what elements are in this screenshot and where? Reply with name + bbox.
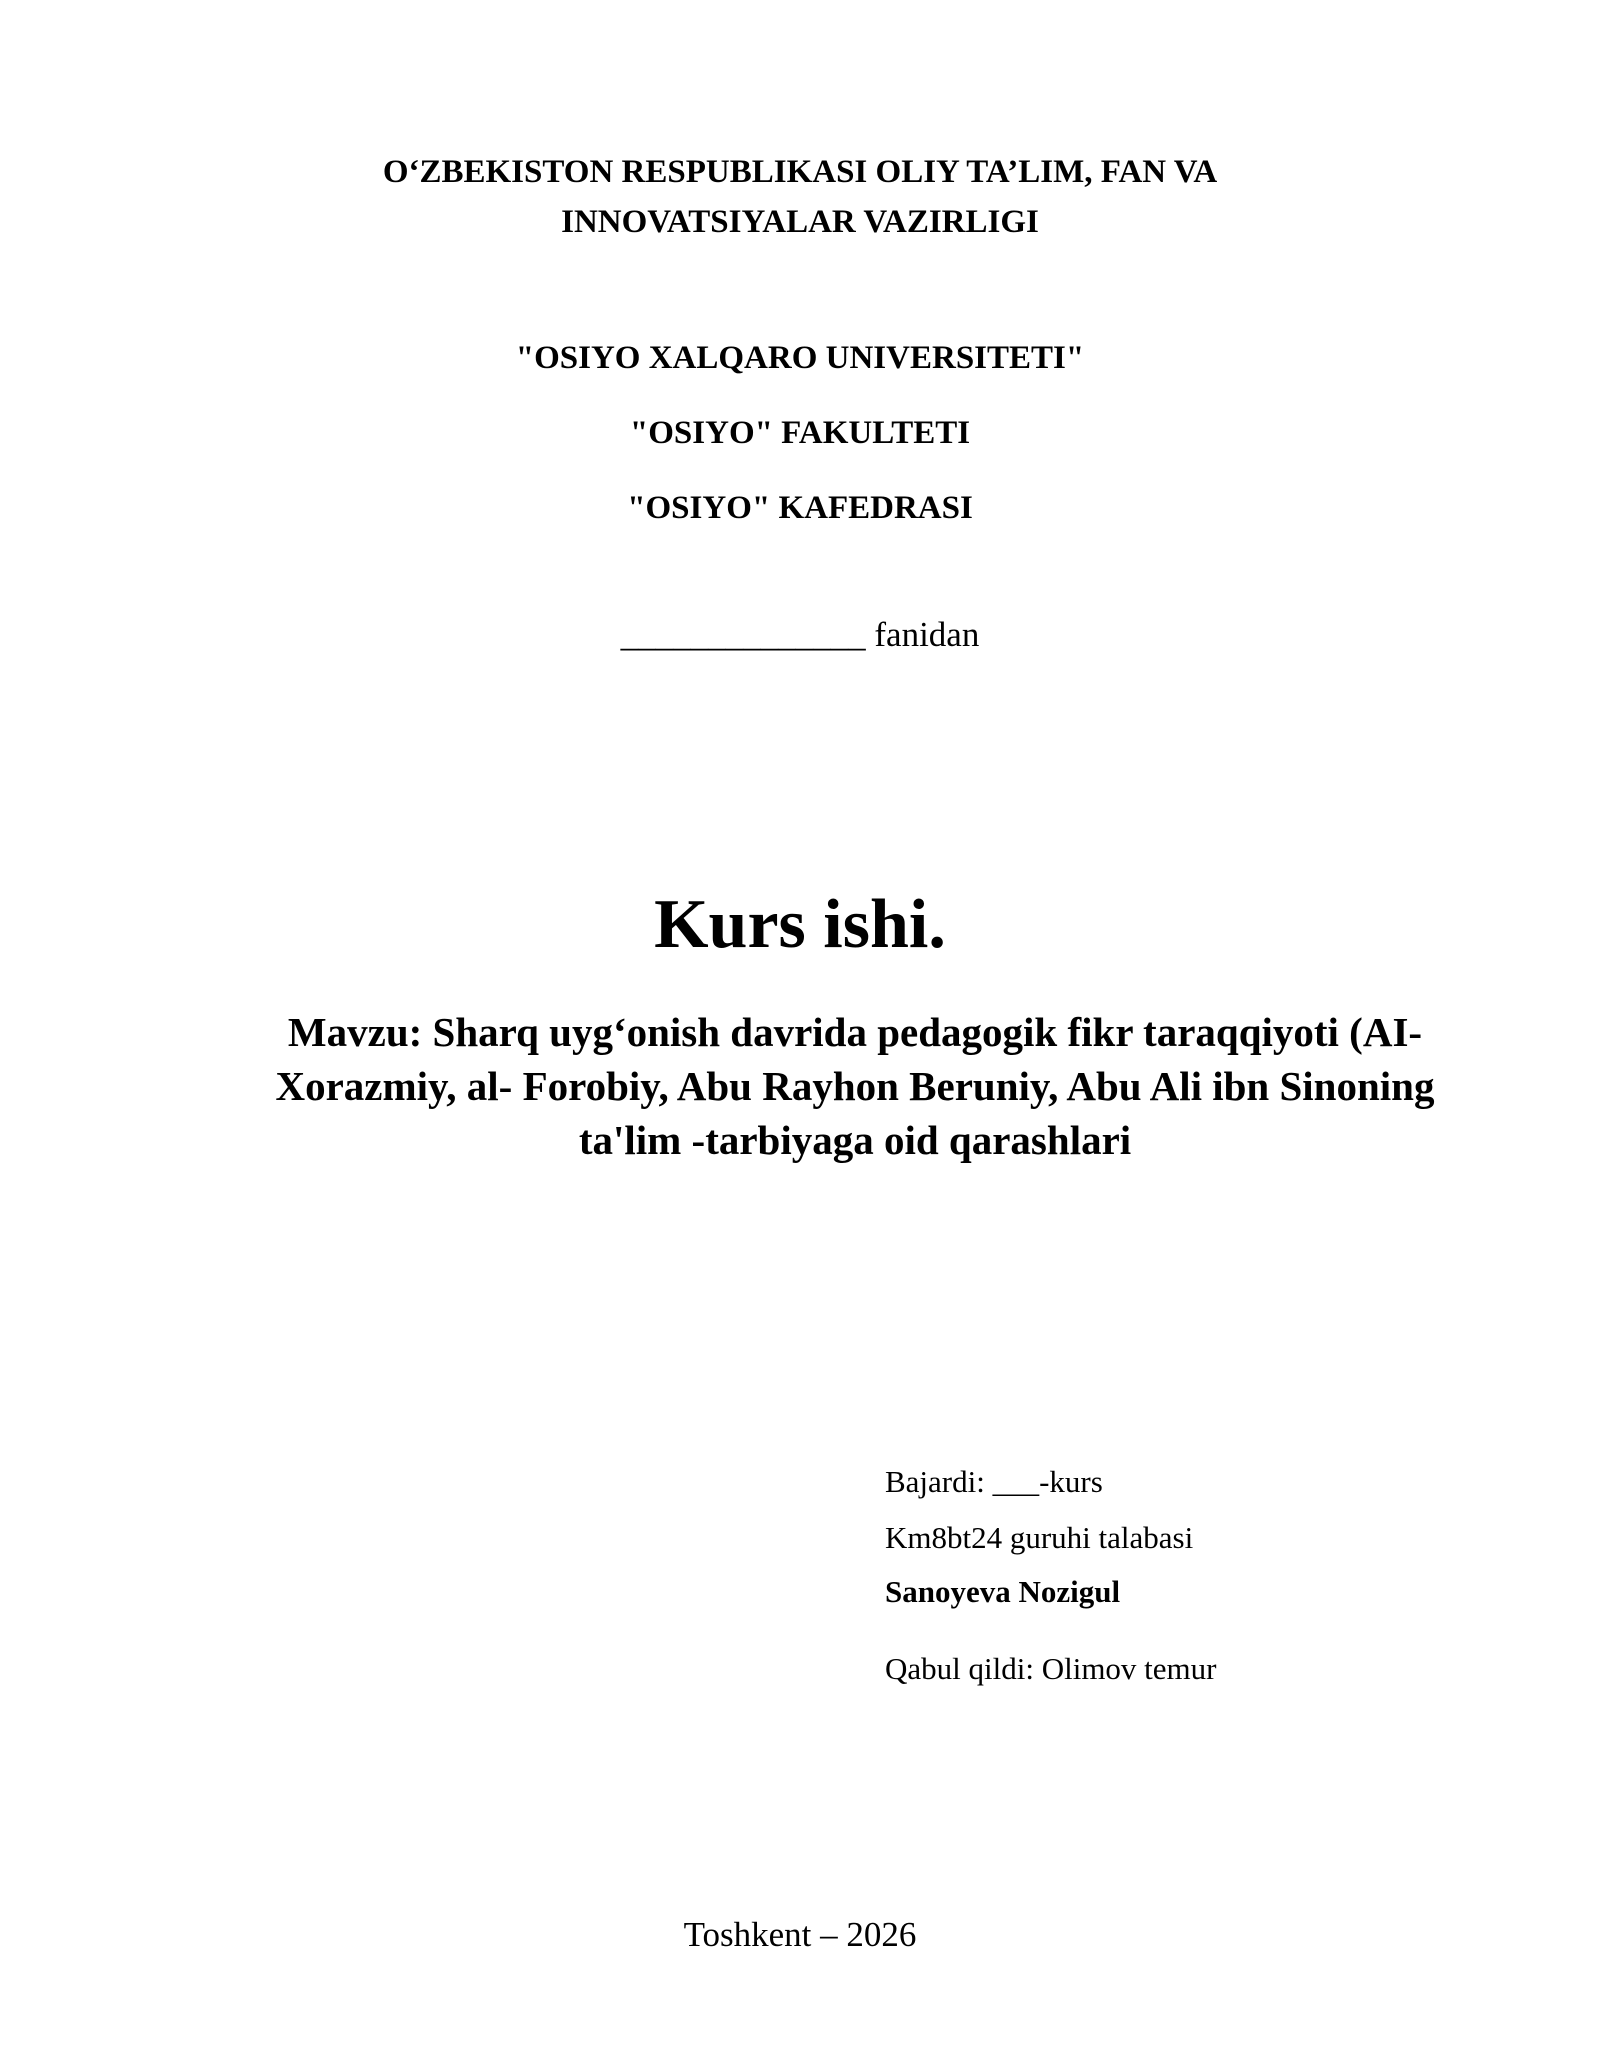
faculty-name: "OSIYO" FAKULTETI (629, 415, 971, 451)
university-name: "OSIYO XALQARO UNIVERSITETI" (515, 340, 1085, 376)
accepted-by-line: Qabul qildi: Olimov temur (885, 1651, 1217, 1686)
ministry-line-2: INNOVATSIYALAR VAZIRLIGI (561, 204, 1039, 240)
topic-title: Mavzu: Sharq uyg‘onish davrida pedagogik fikr taraqqiyoti (AI-Xorazmiy, al- Forobiy, Abu Rayhon Beruniy, Abu Ali ibn Sinoning ta'lim -tarbiyaga oid qarashlari (275, 1009, 1435, 1163)
student-group-line: Km8bt24 guruhi talabasi (885, 1520, 1194, 1555)
city-year-footer: Toshkent – 2026 (683, 1915, 917, 1954)
ministry-name (0, 147, 1600, 247)
ministry-line-1: O‘ZBEKISTON RESPUBLIKASI OLIY TA’LIM, FAN VA (382, 154, 1218, 190)
student-name: Sanoyeva Nozigul (885, 1574, 1121, 1609)
subject-line: ______________ fanidan (620, 615, 980, 654)
department-name: "OSIYO" KAFEDRASI (627, 490, 973, 526)
work-type-title: Kurs ishi. (654, 886, 946, 963)
done-by-line: Bajardi: ___-kurs (885, 1464, 1103, 1499)
